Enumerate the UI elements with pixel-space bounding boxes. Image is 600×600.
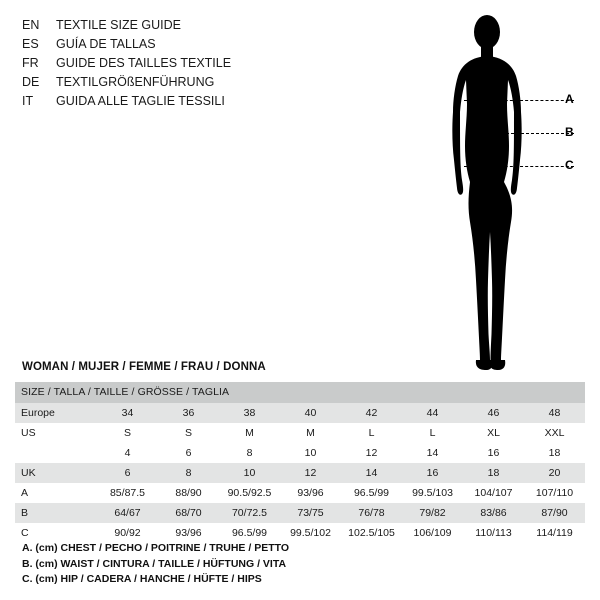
cell: 8 [158,463,219,483]
cell: 96.5/99 [219,523,280,543]
cell: 4 [97,443,158,463]
cell: 73/75 [280,503,341,523]
title-row-en [22,16,342,34]
cell: 64/67 [97,503,158,523]
legend-line-a: A. (cm) CHEST / PECHO / POITRINE / TRUHE / PETTO [22,542,290,554]
cell: S [97,423,158,443]
cell: 44 [402,403,463,423]
row-label-us: US [15,423,97,443]
title-row-es [22,35,342,53]
table-row [15,503,585,523]
cell: 18 [524,443,585,463]
row-label-b: B [15,503,97,523]
cell: 18 [463,463,524,483]
row-label-uk: UK [15,463,97,483]
row-label-a: A [15,483,97,503]
cell: 102.5/105 [341,523,402,543]
silhouette-icon [420,8,590,376]
cell: 42 [341,403,402,423]
table-row [15,523,585,543]
cell: 96.5/99 [341,483,402,503]
cell: 88/90 [158,483,219,503]
title-row-it [22,92,342,110]
cell: L [341,423,402,443]
woman-section-header: WOMAN / MUJER / FEMME / FRAU / DONNA [22,361,266,373]
lang-code-fr: FR [22,56,39,70]
legend-line-b: B. (cm) WAIST / CINTURA / TAILLE / HÜFTUNG / VITA [22,557,287,570]
table-row [15,443,585,463]
size-table-wrapper [15,382,585,543]
cell: 93/96 [280,483,341,503]
title-text-de: TEXTILGRÖßENFÜHRUNG [56,75,215,89]
cell: 10 [280,443,341,463]
cell: 8 [219,443,280,463]
lang-code-es: ES [22,37,39,51]
measure-label-b: B [565,125,574,139]
cell: 79/82 [402,503,463,523]
cell: 12 [280,463,341,483]
cell: L [402,423,463,443]
table-row [15,463,585,483]
cell: 85/87.5 [97,483,158,503]
cell: 6 [158,443,219,463]
measurement-legend [22,541,422,588]
row-label-us-numeric [15,443,97,463]
cell: 90.5/92.5 [219,483,280,503]
lang-code-it: IT [22,94,34,108]
cell: 46 [463,403,524,423]
table-header-row [15,382,585,403]
cell: 16 [463,443,524,463]
table-row [15,403,585,423]
cell: 70/72.5 [219,503,280,523]
cell: 14 [402,443,463,463]
measure-label-c: C [565,158,574,172]
cell: 6 [97,463,158,483]
cell: 106/109 [402,523,463,543]
cell: 99.5/102 [280,523,341,543]
cell: 87/90 [524,503,585,523]
title-row-fr [22,54,342,72]
cell: 36 [158,403,219,423]
measure-label-a: A [565,92,574,106]
title-row-de [22,73,342,91]
cell: 10 [219,463,280,483]
cell: 104/107 [463,483,524,503]
table-header-label: SIZE / TALLA / TAILLE / GRÖSSE / TAGLIA [15,382,585,403]
lang-code-en: EN [22,18,40,32]
cell: 48 [524,403,585,423]
cell: M [280,423,341,443]
cell: 107/110 [524,483,585,503]
cell: 90/92 [97,523,158,543]
cell: 14 [341,463,402,483]
female-silhouette-figure [420,8,590,376]
cell: M [219,423,280,443]
cell: 83/86 [463,503,524,523]
title-block [22,16,342,111]
row-label-c: C [15,523,97,543]
row-label-europe: Europe [15,403,97,423]
title-text-en: TEXTILE SIZE GUIDE [56,18,182,32]
cell: 38 [219,403,280,423]
cell: 93/96 [158,523,219,543]
table-row [15,423,585,443]
cell: 16 [402,463,463,483]
cell: 114/119 [524,523,585,543]
cell: 99.5/103 [402,483,463,503]
cell: 12 [341,443,402,463]
cell: XXL [524,423,585,443]
cell: 20 [524,463,585,483]
cell: 34 [97,403,158,423]
legend-line-c: C. (cm) HIP / CADERA / HANCHE / HÜFTE / HIPS [22,573,262,585]
title-text-es: GUÍA DE TALLAS [56,37,156,51]
cell: 40 [280,403,341,423]
cell: S [158,423,219,443]
size-table [15,382,585,543]
table-row [15,483,585,503]
cell: XL [463,423,524,443]
title-text-fr: GUIDE DES TAILLES TEXTILE [56,56,232,70]
cell: 76/78 [341,503,402,523]
cell: 110/113 [463,523,524,543]
lang-code-de: DE [22,75,40,89]
cell: 68/70 [158,503,219,523]
title-text-it: GUIDA ALLE TAGLIE TESSILI [56,94,225,108]
